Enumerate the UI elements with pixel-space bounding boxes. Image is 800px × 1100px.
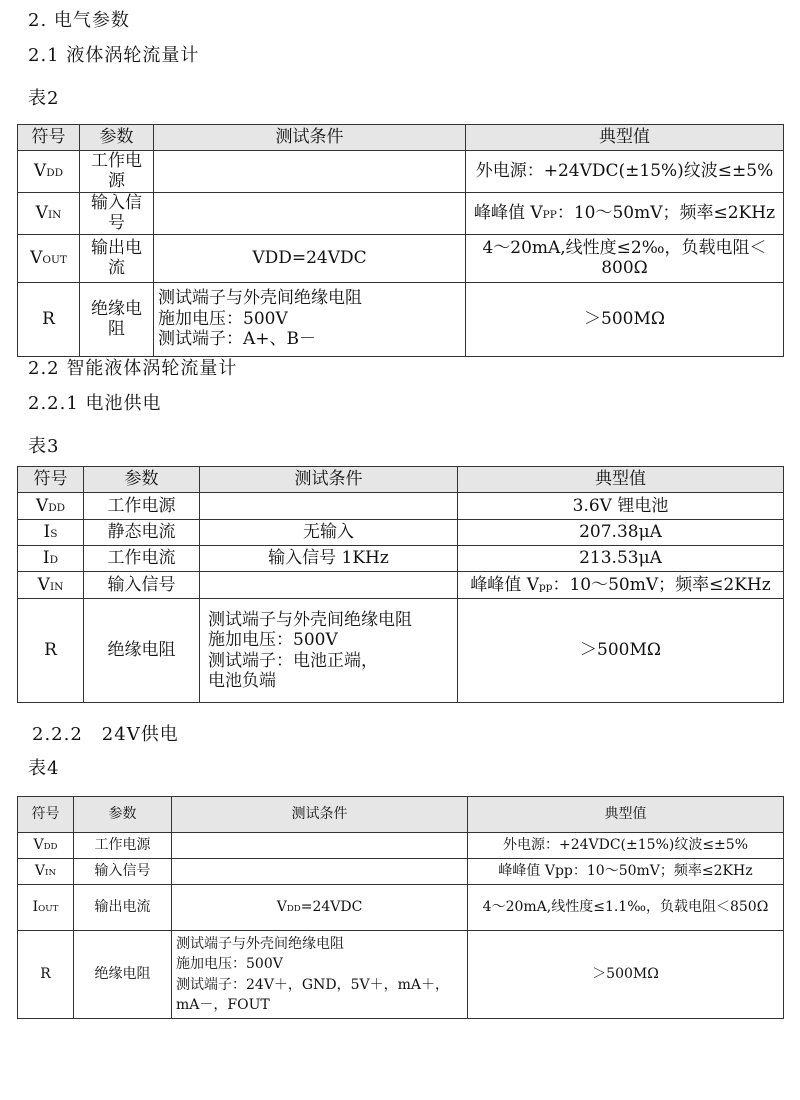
value-cell: 3.6V 锂电池 (458, 493, 784, 520)
condition-line: 施加电压：500V (208, 630, 338, 651)
table-row (18, 151, 784, 193)
symbol-cell: R (18, 931, 74, 1019)
table-row (18, 192, 784, 234)
table-row (18, 599, 784, 703)
table-row (18, 546, 784, 572)
symbol-cell: VIN (18, 572, 84, 599)
table-row (18, 520, 784, 546)
value-cell: ＞500MΩ (466, 282, 784, 356)
param-cell: 工作电源 (84, 493, 200, 520)
col-typical: 典型值 (468, 797, 784, 833)
value-cell: 4～20mA,线性度≤1.1‰，负载电阻＜850Ω (468, 885, 784, 931)
param-cell: 输入信号 (74, 859, 172, 885)
condition-line: 测试端子：24V＋，GND，5V＋，mA＋，mA－，FOUT (176, 976, 449, 1013)
col-param: 参数 (84, 467, 200, 493)
param-cell: 输出电流 (80, 234, 154, 282)
param-cell: 输出电流 (74, 885, 172, 931)
condition-cell (172, 931, 468, 1019)
col-param: 参数 (74, 797, 172, 833)
table-row (18, 859, 784, 885)
param-cell: 工作电流 (84, 546, 200, 572)
section-heading-turbine: 2.1 液体涡轮流量计 (28, 45, 200, 66)
condition-cell (154, 151, 466, 193)
section-heading-24v: 2.2.2 24V供电 (32, 724, 179, 745)
table-row (18, 572, 784, 599)
condition-cell (200, 599, 458, 703)
table-row (18, 885, 784, 931)
col-param: 参数 (80, 125, 154, 151)
value-cell: 4～20mA,线性度≤2‰，负载电阻＜800Ω (466, 234, 784, 282)
table-row (18, 833, 784, 859)
col-symbol: 符号 (18, 797, 74, 833)
param-cell: 输入信号 (84, 572, 200, 599)
symbol-cell: VDD (18, 151, 80, 193)
param-cell: 工作电源 (80, 151, 154, 193)
section-heading-smart-turbine: 2.2 智能液体涡轮流量计 (28, 358, 238, 379)
value-cell: 207.38μA (458, 520, 784, 546)
col-condition: 测试条件 (172, 797, 468, 833)
value-cell: 峰峰值 Vpp：10～50mV；频率≤2KHz (468, 859, 784, 885)
condition-cell (172, 859, 468, 885)
col-symbol: 符号 (18, 467, 84, 493)
condition-line: 施加电压：500V (158, 308, 288, 329)
symbol-cell: IOUT (18, 885, 74, 931)
table-label-4: 表4 (28, 758, 60, 779)
col-typical: 典型值 (466, 125, 784, 151)
condition-line: 测试端子与外壳间绝缘电阻 (208, 609, 412, 630)
table-2 (17, 124, 784, 357)
value-cell: ＞500MΩ (468, 931, 784, 1019)
value-cell: 外电源：+24VDC(±15%)纹波≤±5% (466, 151, 784, 193)
param-cell: 绝缘电阻 (84, 599, 200, 703)
condition-line: 测试端子：电池正端， (208, 650, 378, 671)
condition-line: 测试端子与外壳间绝缘电阻 (158, 288, 362, 309)
table-row (18, 282, 784, 356)
param-cell: 静态电流 (84, 520, 200, 546)
symbol-cell: VIN (18, 859, 74, 885)
condition-line: 施加电压：500V (176, 956, 283, 973)
section-heading-electrical: 2. 电气参数 (28, 10, 130, 31)
table-label-2: 表2 (28, 88, 60, 109)
value-cell: 213.53μA (458, 546, 784, 572)
value-cell: ＞500MΩ (458, 599, 784, 703)
col-symbol: 符号 (18, 125, 80, 151)
condition-cell (172, 833, 468, 859)
table-4 (17, 796, 784, 1019)
condition-cell: VDD=24VDC (154, 234, 466, 282)
symbol-cell: VOUT (18, 234, 80, 282)
col-condition: 测试条件 (154, 125, 466, 151)
symbol-cell: R (18, 282, 80, 356)
col-typical: 典型值 (458, 467, 784, 493)
col-condition: 测试条件 (200, 467, 458, 493)
symbol-cell: R (18, 599, 84, 703)
condition-cell (200, 572, 458, 599)
condition-cell: 无输入 (200, 520, 458, 546)
table-3 (17, 466, 784, 703)
condition-line: 测试端子：A+、B－ (158, 329, 317, 350)
condition-cell: VDD=24VDC (172, 885, 468, 931)
table-label-3: 表3 (28, 436, 60, 457)
table-row (18, 234, 784, 282)
condition-cell (154, 192, 466, 234)
param-cell: 工作电源 (74, 833, 172, 859)
table-header-row (18, 797, 784, 833)
condition-cell: 输入信号 1KHz (200, 546, 458, 572)
symbol-cell: ID (18, 546, 84, 572)
table-row (18, 493, 784, 520)
param-cell: 绝缘电阻 (80, 282, 154, 356)
param-cell: 输入信号 (80, 192, 154, 234)
table-header-row (18, 467, 784, 493)
condition-cell (154, 282, 466, 356)
value-cell: 峰峰值 VPP：10～50mV；频率≤2KHz (466, 192, 784, 234)
value-cell: 峰峰值 Vpp：10～50mV；频率≤2KHz (458, 572, 784, 599)
param-cell: 绝缘电阻 (74, 931, 172, 1019)
condition-line: 电池负端 (208, 670, 276, 691)
condition-cell (200, 493, 458, 520)
section-heading-battery: 2.2.1 电池供电 (28, 393, 162, 414)
symbol-cell: IS (18, 520, 84, 546)
condition-line: 测试端子与外壳间绝缘电阻 (176, 935, 344, 952)
symbol-cell: VIN (18, 192, 80, 234)
value-cell: 外电源：+24VDC(±15%)纹波≤±5% (468, 833, 784, 859)
table-row (18, 931, 784, 1019)
symbol-cell: VDD (18, 493, 84, 520)
table-header-row (18, 125, 784, 151)
symbol-cell: VDD (18, 833, 74, 859)
